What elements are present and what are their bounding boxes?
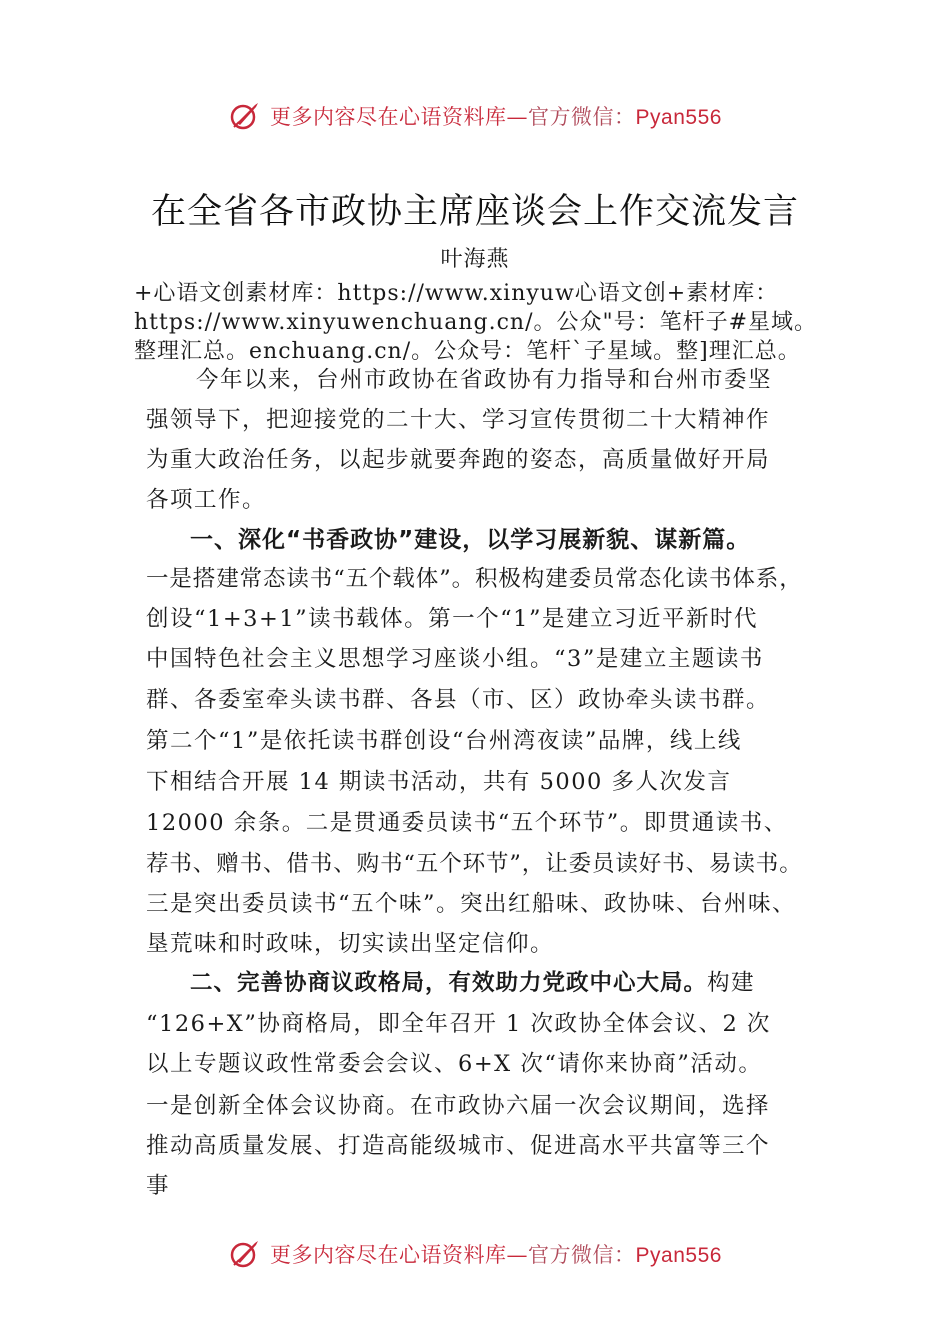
body-line: 三是突出委员读书“五个味”。突出红船味、政协味、台州味、 bbox=[146, 891, 797, 917]
body-line: 下相结合开展 14 期读书活动，共有 5000 多人次发言 bbox=[146, 769, 732, 795]
section-heading-row bbox=[190, 965, 755, 997]
quill-pen-seal-icon bbox=[228, 99, 262, 133]
banner-text: 更多内容尽在心语资料库—官方微信：Pyan556 bbox=[270, 105, 722, 129]
intro-line: 今年以来，台州市政协在省政协有力指导和台州市委坚 bbox=[196, 367, 773, 393]
watermark-line: +心语文创素材库：https://www.xinyuw心语文创+素材库： bbox=[134, 281, 779, 306]
body-line: 推动高质量发展、打造高能级城市、促进高水平共富等三个 bbox=[146, 1133, 771, 1159]
watermark-line: https://www.xinyuwenchuang.cn/。公众"号：笔杆子#星域。 bbox=[134, 310, 818, 335]
body-line: 一是创新全体会议协商。在市政协六届一次会议期间，选择 bbox=[146, 1093, 771, 1119]
body-line: 12000 余条。二是贯通委员读书“五个环节”。即贯通读书、 bbox=[146, 810, 788, 836]
body-line: 中国特色社会主义思想学习座谈小组。“3”是建立主题读书 bbox=[146, 646, 764, 672]
banner-text: 更多内容尽在心语资料库—官方微信：Pyan556 bbox=[270, 1243, 722, 1267]
bottom-banner bbox=[0, 1234, 950, 1274]
body-line: 以上专题议政性常委会会议、6+X 次“请你来协商”活动。 bbox=[146, 1051, 763, 1077]
section-heading: 二、完善协商议政格局，有效助力党政中心大局。 bbox=[190, 970, 708, 996]
body-line: 群、各委室牵头读书群、各县（市、区）政协牵头读书群。 bbox=[146, 687, 771, 713]
section-heading-tail: 构建 bbox=[707, 970, 756, 996]
body-line: 创设“1+3+1”读书载体。第一个“1”是建立习近平新时代 bbox=[146, 606, 758, 632]
intro-line: 为重大政治任务，以起步就要奔跑的姿态，高质量做好开局 bbox=[146, 447, 771, 473]
body-line: “126+X”协商格局，即全年召开 1 次政协全体会议、2 次 bbox=[146, 1011, 771, 1037]
top-banner bbox=[0, 96, 950, 136]
watermark-line: 整理汇总。enchuang.cn/。公众号：笔杆`子星域。整]理汇总。 bbox=[134, 339, 801, 364]
document-title: 在全省各市政协主席座谈会上作交流发言 bbox=[150, 192, 799, 232]
body-line: 事 bbox=[146, 1173, 171, 1199]
intro-line: 强领导下，把迎接党的二十大、学习宣传贯彻二十大精神作 bbox=[146, 407, 771, 433]
body-line: 一是搭建常态读书“五个载体”。积极构建委员常态化读书体系， bbox=[146, 566, 803, 592]
body-line: 第二个“1”是依托读书群创设“台州湾夜读”品牌，线上线 bbox=[146, 728, 742, 754]
section-heading: 一、深化“书香政协”建设，以学习展新貌、谋新篇。 bbox=[190, 527, 751, 553]
quill-pen-seal-icon bbox=[228, 1237, 262, 1271]
body-line: 垦荒味和时政味，切实读出坚定信仰。 bbox=[146, 931, 555, 957]
intro-line: 各项工作。 bbox=[146, 487, 267, 513]
body-line: 荐书、赠书、借书、购书“五个环节”，让委员读好书、易读书。 bbox=[146, 851, 803, 877]
author-name: 叶海燕 bbox=[440, 247, 510, 272]
